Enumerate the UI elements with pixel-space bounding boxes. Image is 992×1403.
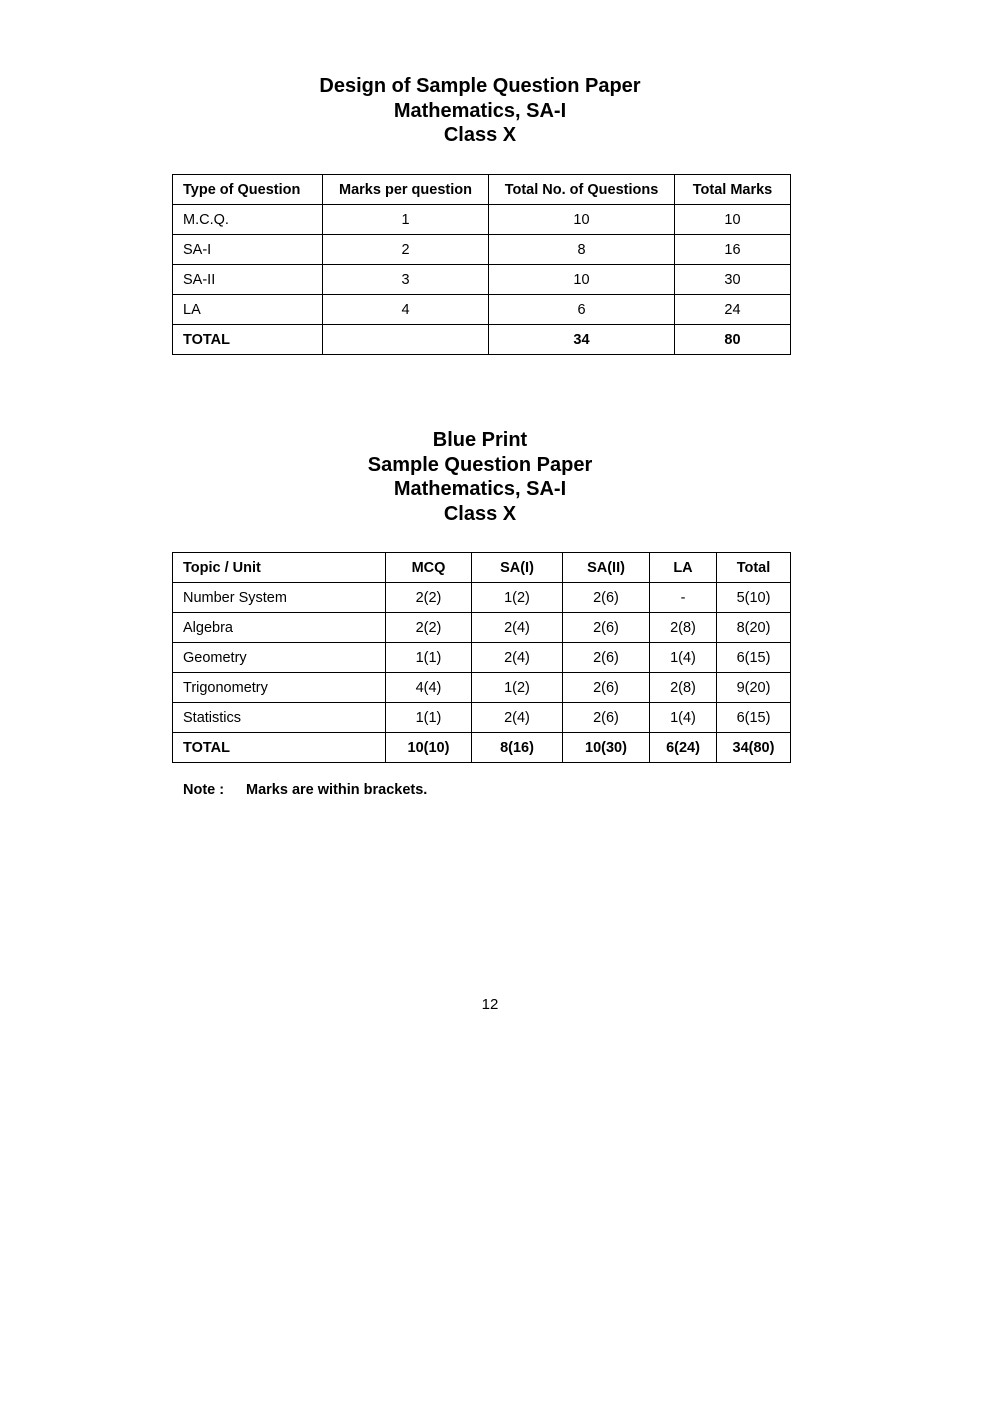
table-cell: 3 xyxy=(323,265,489,295)
table-cell: 2(4) xyxy=(472,703,563,733)
blueprint-title-line: Blue Print xyxy=(432,429,528,451)
note-label: Note : xyxy=(183,782,225,798)
table-cell: 1(1) xyxy=(386,703,472,733)
table-cell: 4 xyxy=(323,295,489,325)
table-cell: 2(6) xyxy=(563,613,650,643)
table-cell xyxy=(323,325,489,355)
note-text: Marks are within brackets. xyxy=(246,782,428,798)
table-cell: Statistics xyxy=(173,703,386,733)
header-cell: Total Marks xyxy=(675,175,791,205)
header-cell: SA(II) xyxy=(563,553,650,583)
page-number: 12 xyxy=(481,996,499,1013)
table-cell: 34(80) xyxy=(717,733,791,763)
header-cell: Marks per question xyxy=(323,175,489,205)
table-cell: 5(10) xyxy=(717,583,791,613)
table-header-row xyxy=(173,175,791,205)
table-cell: 2(8) xyxy=(650,673,717,703)
table-row xyxy=(173,265,791,295)
blueprint-table xyxy=(172,552,791,763)
table-cell: 10 xyxy=(675,205,791,235)
table-cell: 10 xyxy=(489,205,675,235)
table-cell: 1(2) xyxy=(472,583,563,613)
blueprint-title-line: Sample Question Paper xyxy=(367,453,593,476)
table-cell: 9(20) xyxy=(717,673,791,703)
table-cell: 2(6) xyxy=(563,703,650,733)
header-cell: SA(I) xyxy=(472,553,563,583)
table-cell: Trigonometry xyxy=(173,673,386,703)
table-cell: 16 xyxy=(675,235,791,265)
table-cell: 4(4) xyxy=(386,673,472,703)
table-cell: 1(4) xyxy=(650,643,717,673)
table-cell: 10(30) xyxy=(563,733,650,763)
table-cell: Algebra xyxy=(173,613,386,643)
table-cell: SA-I xyxy=(173,235,323,265)
table-cell: 8(20) xyxy=(717,613,791,643)
table-total-row xyxy=(173,733,791,763)
table-row xyxy=(173,235,791,265)
table-cell: 2(6) xyxy=(563,583,650,613)
header-cell: Type of Question xyxy=(173,175,323,205)
table-row xyxy=(173,673,791,703)
table-cell: TOTAL xyxy=(173,733,386,763)
design-title-line: Class X xyxy=(443,124,517,146)
blueprint-title-line: Class X xyxy=(443,502,517,525)
table-cell: M.C.Q. xyxy=(173,205,323,235)
table-cell: 6(15) xyxy=(717,643,791,673)
table-cell: 24 xyxy=(675,295,791,325)
table-row xyxy=(173,583,791,613)
table-cell: 30 xyxy=(675,265,791,295)
table-cell: 6(24) xyxy=(650,733,717,763)
table-cell: 10 xyxy=(489,265,675,295)
design-table xyxy=(172,174,791,355)
table-row xyxy=(173,703,791,733)
blueprint-title xyxy=(0,428,960,526)
table-cell: LA xyxy=(173,295,323,325)
table-cell: 1(2) xyxy=(472,673,563,703)
table-header-row xyxy=(173,553,791,583)
table-cell: 2(4) xyxy=(472,643,563,673)
header-cell: Topic / Unit xyxy=(173,553,386,583)
table-row xyxy=(173,295,791,325)
table-cell: SA-II xyxy=(173,265,323,295)
table-cell: 6(15) xyxy=(717,703,791,733)
table-cell: 1 xyxy=(323,205,489,235)
table-cell: Number System xyxy=(173,583,386,613)
table-cell: - xyxy=(650,583,717,613)
table-cell: 6 xyxy=(489,295,675,325)
table-cell: 2(4) xyxy=(472,613,563,643)
table-cell: 8 xyxy=(489,235,675,265)
header-cell: MCQ xyxy=(386,553,472,583)
table-cell: 80 xyxy=(675,325,791,355)
table-cell: 10(10) xyxy=(386,733,472,763)
table-cell: 2(6) xyxy=(563,673,650,703)
table-cell: 1(4) xyxy=(650,703,717,733)
table-cell: 2(6) xyxy=(563,643,650,673)
design-title-line: Mathematics, SA-I xyxy=(393,99,567,122)
table-cell: 2(2) xyxy=(386,613,472,643)
table-cell: Geometry xyxy=(173,643,386,673)
table-cell: 1(1) xyxy=(386,643,472,673)
header-cell: LA xyxy=(650,553,717,583)
design-title xyxy=(0,74,960,148)
table-cell: 2(8) xyxy=(650,613,717,643)
header-cell: Total No. of Questions xyxy=(489,175,675,205)
note xyxy=(183,782,427,798)
table-cell: 34 xyxy=(489,325,675,355)
blueprint-title-line: Mathematics, SA-I xyxy=(393,478,567,500)
table-cell: 2 xyxy=(323,235,489,265)
header-cell: Total xyxy=(717,553,791,583)
design-title-line: Design of Sample Question Paper xyxy=(319,75,641,97)
table-cell: TOTAL xyxy=(173,325,323,355)
table-row xyxy=(173,643,791,673)
table-cell: 8(16) xyxy=(472,733,563,763)
table-row xyxy=(173,613,791,643)
table-cell: 2(2) xyxy=(386,583,472,613)
table-row xyxy=(173,205,791,235)
table-total-row xyxy=(173,325,791,355)
